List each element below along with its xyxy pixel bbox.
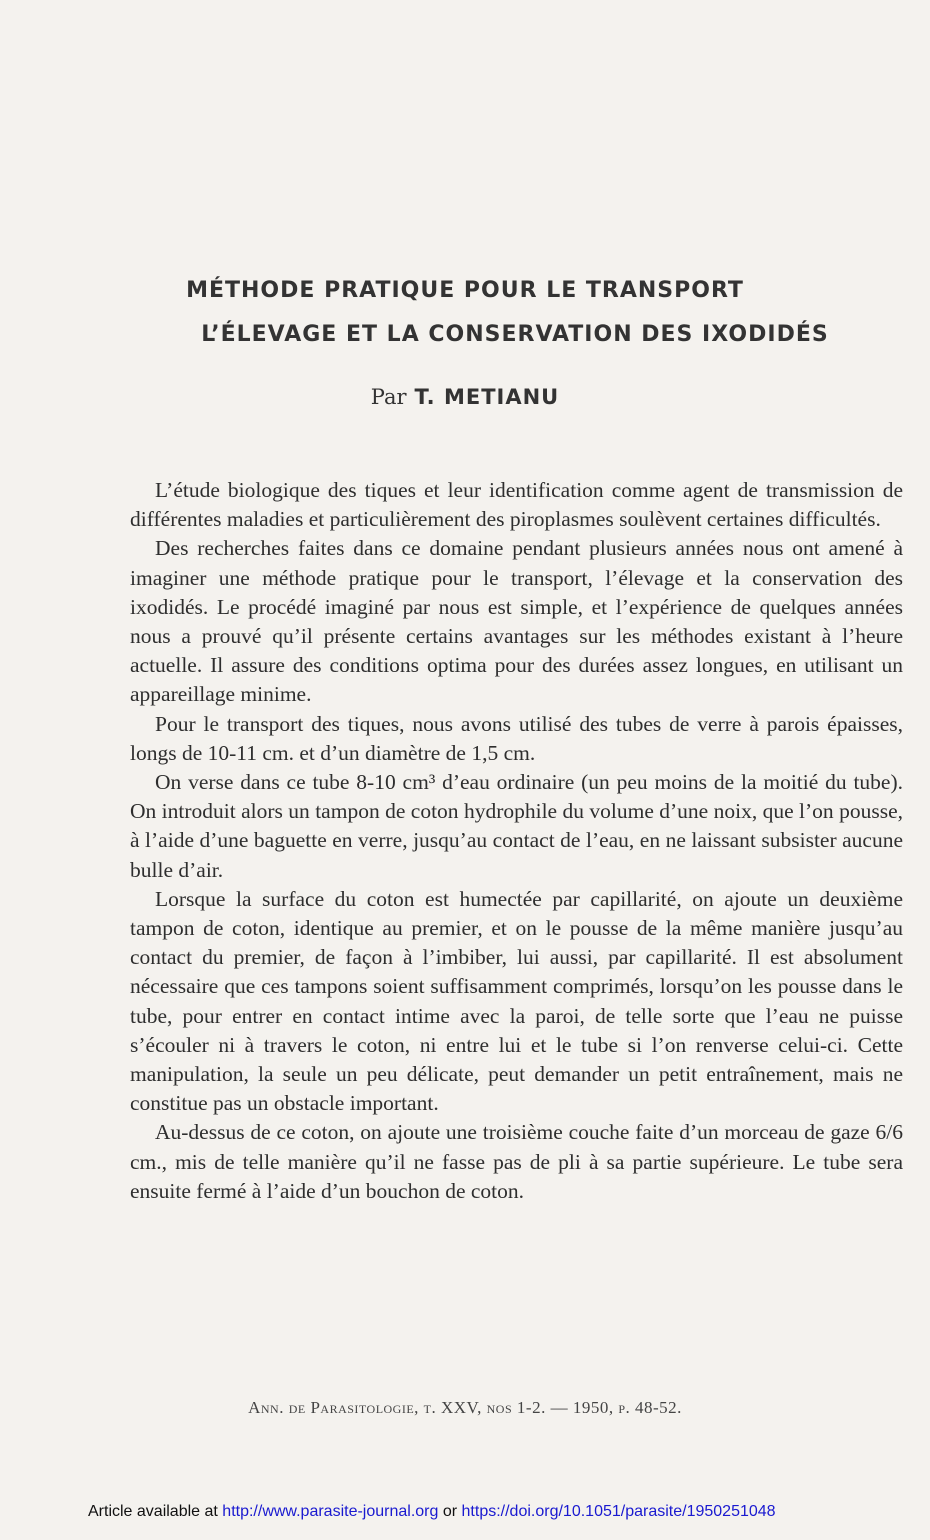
article-title-line2: L’ÉLEVAGE ET LA CONSERVATION DES IXODIDÉS bbox=[201, 322, 829, 347]
availability-footer bbox=[88, 1503, 930, 1521]
doi-link[interactable]: https://doi.org/10.1051/parasite/1950251048 bbox=[461, 1503, 776, 1520]
footer-prefix: Article available at bbox=[88, 1503, 223, 1520]
paragraph: Lorsque la surface du coton est humectée par capillarité, on ajoute un deuxième tampon de coton, identique au premier, et on le pousse de la même manière jusqu’au contact du premier, de façon à l’imbiber, lui aussi, par capillarité. Il est absolument nécessaire que ces tampons soient suffisamment comprimés, lorsqu’on les pousse dans le tube, pour entrer en contact intime avec la paroi, de telle sorte que l’eau ne puisse s’écouler ni à travers le coton, ni entre lui et le tube si l’on renverse celui-ci. Cette manipulation, la seule un peu délicate, peut demander un petit entraînement, mais ne constitue pas un obstacle important. bbox=[130, 886, 903, 1116]
author-line bbox=[0, 385, 930, 409]
author-name: T. METIANU bbox=[414, 385, 560, 409]
article-body bbox=[130, 476, 903, 1206]
article-title-line1: MÉTHODE PRATIQUE POUR LE TRANSPORT bbox=[186, 278, 744, 303]
paragraph: On verse dans ce tube 8-10 cm³ d’eau ordinaire (un peu moins de la moitié du tube). On introduit alors un tampon de coton hydrophile du volume d’une noix, que l’on pousse, à l’aide d’une baguette en verre, jusqu’au contact de l’eau, en ne laissant subsister aucune bulle d’air. bbox=[130, 770, 903, 882]
paragraph: Des recherches faites dans ce domaine pendant plusieurs années nous ont amené à imaginer une méthode pratique pour le transport, l’élevage et la conservation des ixodidés. Le procédé imaginé par nous est simple, et l’expérience de quelques années nous a prouvé qu’il présente certains avantages sur les méthodes existant à l’heure actuelle. Il assure des conditions optima pour des durées assez longues, en utilisant un appareillage minime. bbox=[130, 536, 903, 707]
author-prefix: Par bbox=[370, 385, 407, 409]
paragraph: Au-dessus de ce coton, on ajoute une troisième couche faite d’un morceau de gaze 6/6 cm., mis de telle manière qu’il ne fasse pas de pli à sa partie supérieure. Le tube sera ensuite fermé à l’aide d’un bouchon de coton. bbox=[130, 1120, 903, 1203]
paragraph: Pour le transport des tiques, nous avons utilisé des tubes de verre à parois épaisses, longs de 10-11 cm. et d’un diamètre de 1,5 cm. bbox=[130, 711, 903, 765]
journal-link[interactable]: http://www.parasite-journal.org bbox=[222, 1503, 439, 1520]
paragraph: L’étude biologique des tiques et leur identification comme agent de transmission de différentes maladies et particulièrement des piroplasmes soulèvent certaines difficultés. bbox=[130, 478, 903, 532]
journal-citation: Ann. de Parasitologie, t. XXV, nos 1-2. — 1950, p. 48-52. bbox=[248, 1398, 682, 1417]
footer-middle: or bbox=[438, 1503, 462, 1520]
